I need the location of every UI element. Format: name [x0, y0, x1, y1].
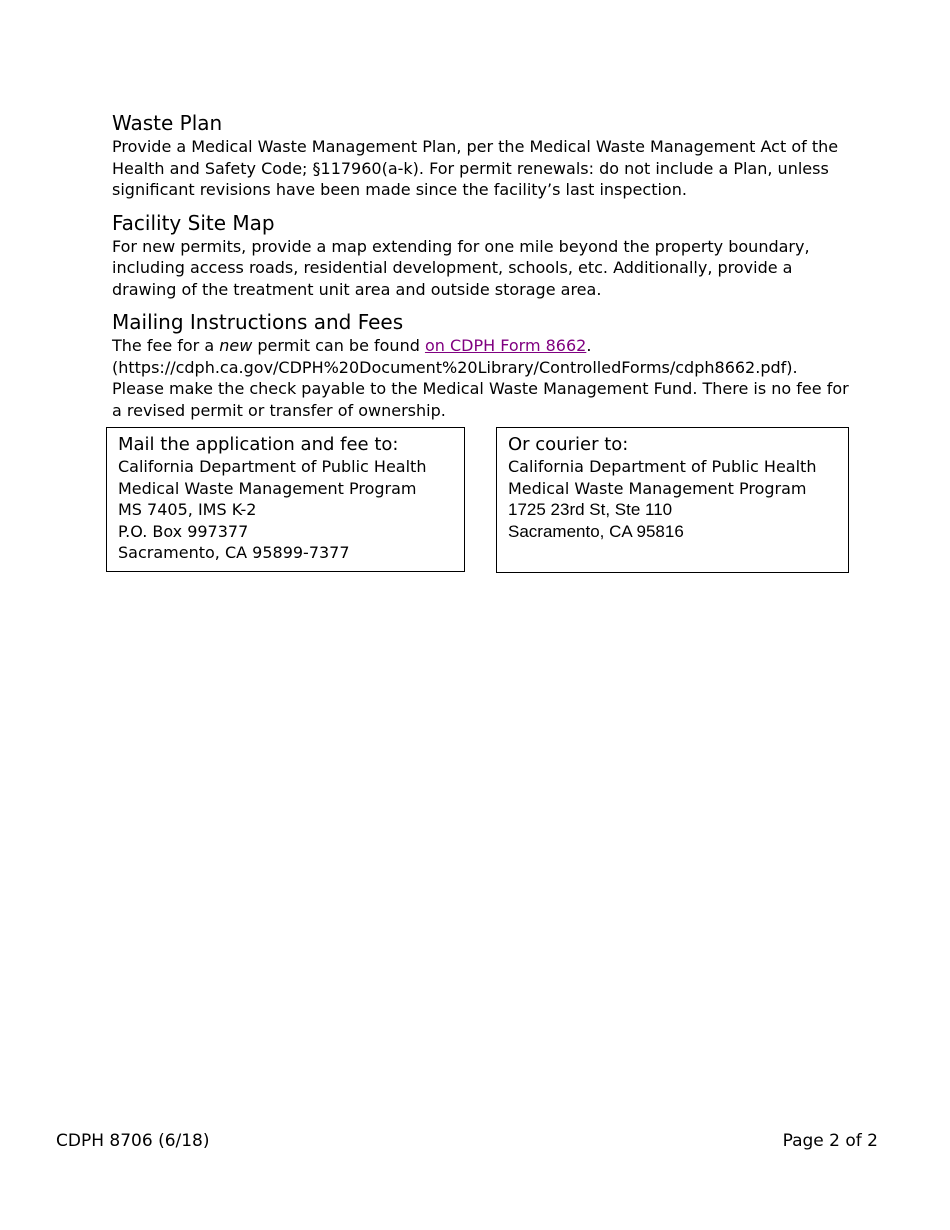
mail-box-line: P.O. Box 997377: [118, 521, 249, 541]
mailing-heading: Mailing Instructions and Fees: [112, 310, 404, 334]
courier-box-line: Medical Waste Management Program: [508, 478, 807, 498]
mail-box-line: California Department of Public Health: [118, 457, 427, 476]
form-url-text: (https://cdph.ca.gov/CDPH%20Document%20Library/ControlledForms/cdph8662.pdf).: [112, 357, 798, 377]
site-map-text: For new permits, provide a map extending for one mile beyond the property boundary, including access roads, residential development, schools, etc. Additionally, provide a drawing of the treatment unit area and outside storage area.: [112, 236, 810, 299]
waste-plan-text: Provide a Medical Waste Management Plan, per the Medical Waste Management Act of the Health and Safety Code; §117960(a-k). For permit renewals: do not include a Plan, unless significant revisions have been made since the facility’s last inspection.: [112, 137, 839, 199]
check-instructions-text: Please make the check payable to the Medical Waste Management Fund. There is no fee for a revised permit or transfer of ownership.: [112, 379, 849, 420]
mail-box-line: Medical Waste Management Program: [118, 478, 417, 498]
fee-sentence: [112, 335, 850, 357]
courier-box-line: California Department of Public Health: [508, 457, 817, 476]
site-map-heading: Facility Site Map: [112, 210, 275, 235]
mail-box-line: Sacramento, CA 95899-7377: [118, 543, 350, 562]
form-id-footer: CDPH 8706 (6/18): [56, 1131, 210, 1151]
page-number-footer: Page 2 of 2: [782, 1131, 878, 1151]
waste-plan-heading: Waste Plan: [112, 111, 223, 135]
fee-suffix: .: [586, 336, 592, 355]
fee-emphasis: new: [219, 336, 253, 355]
mail-address-box: [106, 427, 465, 572]
mailing-section: [112, 309, 850, 421]
mail-box-line: MS 7405, IMS K-2: [118, 500, 257, 519]
site-map-section: [112, 210, 850, 301]
mail-box-heading: Mail the application and fee to:: [118, 434, 399, 455]
courier-box-line: 1725 23rd St, Ste 110: [508, 500, 673, 519]
courier-box-line: Sacramento, CA 95816: [508, 521, 684, 541]
courier-address-box: [496, 427, 849, 573]
fee-middle: permit can be found: [252, 336, 425, 355]
waste-plan-section: [112, 110, 850, 201]
cdph-form-8662-link[interactable]: on CDPH Form 8662: [424, 336, 587, 355]
main-content: [112, 110, 850, 430]
courier-box-heading: Or courier to:: [508, 434, 629, 455]
fee-prefix: The fee for a: [112, 336, 220, 355]
